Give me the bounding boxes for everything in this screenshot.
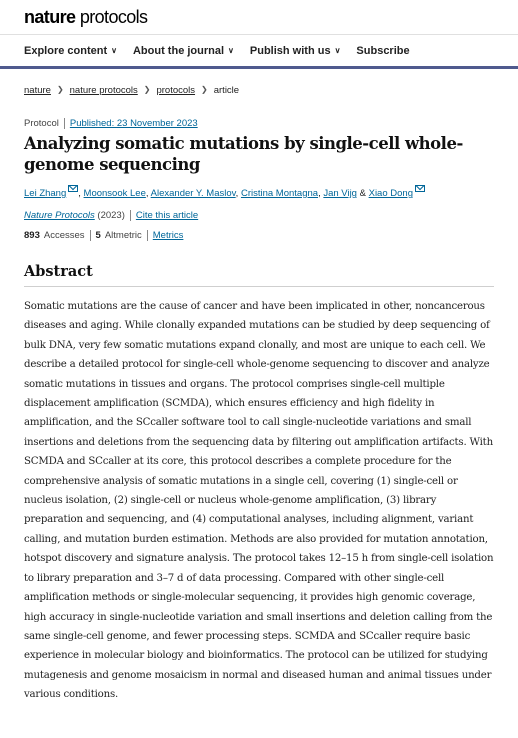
breadcrumb-protocols[interactable]: protocols xyxy=(156,85,196,96)
abstract-text: Somatic mutations are the cause of cancer and have been implicated in other, noncancerous diseases and aging. While clonally expanded mutations can be studied by deep sequencing of bulk DNA, very few somatic mutations expand clonally, and most are unique to each cell. We describe a detailed protocol for single-cell whole-genome sequencing to discover and analyze somatic mutations in tissues and organs. The protocol comprises single-cell multiple displacement amplification (SCMDA), which ensures efficiency and high fidelity in amplification, and the SCcaller software tool to call single-nucleotide variations and small insertions and deletions from the sequencing data by filtering out amplification artifacts. With SCMDA and SCcaller at its core, this protocol describes a complete procedure for the comprehensive analysis of somatic mutations in a single cell, covering (1) single-cell or nucleus isolation, (2) single-cell or nucleus whole-genome amplification, (3) library preparation and sequencing, and (4) computational analyses, including alignment, variant calling, and mutation burden estimation. Methods are also provided for mutation annotation, hotspot discovery and signature analysis. The protocol takes 12–15 h from single-cell isolation to library preparation and 3–7 d of data processing. Compared with other single-cell amplification methods or single-molecular sequencing, it provides high genomic coverage, high accuracy in single-nucleotide variation and small insertions and deletion calling from the same single-cell genome, and fewer processing steps. SCMDA and SCcaller require basic experience in molecular biology and bioinformatics. The protocol can be utilized for studying mutagenesis and genome mosaicism in normal and diseased human and animal tissues under various conditions. xyxy=(24,301,494,701)
journal-info xyxy=(0,201,518,221)
logo-word-protocols: protocols xyxy=(75,7,148,27)
divider xyxy=(130,210,131,221)
breadcrumb-current: article xyxy=(213,85,240,96)
chevron-down-icon: ∨ xyxy=(228,46,234,55)
author-link[interactable]: Moonsook Lee xyxy=(83,188,146,199)
breadcrumb-nature-protocols[interactable]: nature protocols xyxy=(69,85,138,96)
author-link[interactable]: Jan Vijg xyxy=(323,188,357,199)
author-list: Lei Zhang , Moonsook Lee, Alexander Y. Maslov, Cristina Montagna, Jan Vijg & Xiao Dong xyxy=(0,175,518,201)
article-meta xyxy=(0,107,518,129)
altmetric-label: Altmetric xyxy=(104,230,142,241)
article-title: Analyzing somatic mutations by single-cell whole-genome sequencing xyxy=(24,134,463,174)
journal-year: (2023) xyxy=(97,210,125,221)
logo-word-nature: nature xyxy=(24,7,76,27)
divider xyxy=(64,118,65,129)
chevron-right-icon: ❯ xyxy=(143,85,151,94)
breadcrumb xyxy=(0,69,518,107)
author-link[interactable]: Alexander Y. Maslov xyxy=(150,188,236,199)
divider xyxy=(90,230,91,241)
chevron-right-icon: ❯ xyxy=(201,85,208,94)
nav-subscribe[interactable]: Subscribe xyxy=(356,44,410,57)
published-date[interactable]: Published: 23 November 2023 xyxy=(69,118,198,129)
cite-this-article-link[interactable]: Cite this article xyxy=(135,210,199,221)
divider xyxy=(147,230,148,241)
abstract-heading: Abstract xyxy=(24,263,494,287)
article-metrics xyxy=(0,221,518,241)
nav-publish-with-us[interactable]: Publish with us ∨ xyxy=(249,44,341,57)
nav-explore-content[interactable]: Explore content ∨ xyxy=(24,44,117,57)
chevron-down-icon: ∨ xyxy=(334,46,341,55)
main-nav xyxy=(0,35,518,69)
author-link[interactable]: Lei Zhang xyxy=(24,188,67,199)
accesses-count: 893 xyxy=(24,230,40,241)
site-header xyxy=(0,0,518,35)
chevron-down-icon: ∨ xyxy=(111,46,117,55)
altmetric-count: 5 xyxy=(95,230,101,241)
nav-about-journal[interactable]: About the journal ∨ xyxy=(132,44,234,57)
email-icon[interactable] xyxy=(415,185,425,192)
article-type: Protocol xyxy=(24,118,59,129)
breadcrumb-nature[interactable]: nature xyxy=(24,85,51,96)
email-icon[interactable] xyxy=(68,185,78,192)
author-link[interactable]: Xiao Dong xyxy=(368,188,413,199)
accesses-label: Accesses xyxy=(43,230,85,241)
author-link[interactable]: Cristina Montagna xyxy=(240,188,319,199)
chevron-right-icon: ❯ xyxy=(56,85,64,94)
metrics-link[interactable]: Metrics xyxy=(152,230,184,241)
site-logo[interactable] xyxy=(24,7,147,27)
journal-link[interactable]: Nature Protocols xyxy=(24,210,95,221)
